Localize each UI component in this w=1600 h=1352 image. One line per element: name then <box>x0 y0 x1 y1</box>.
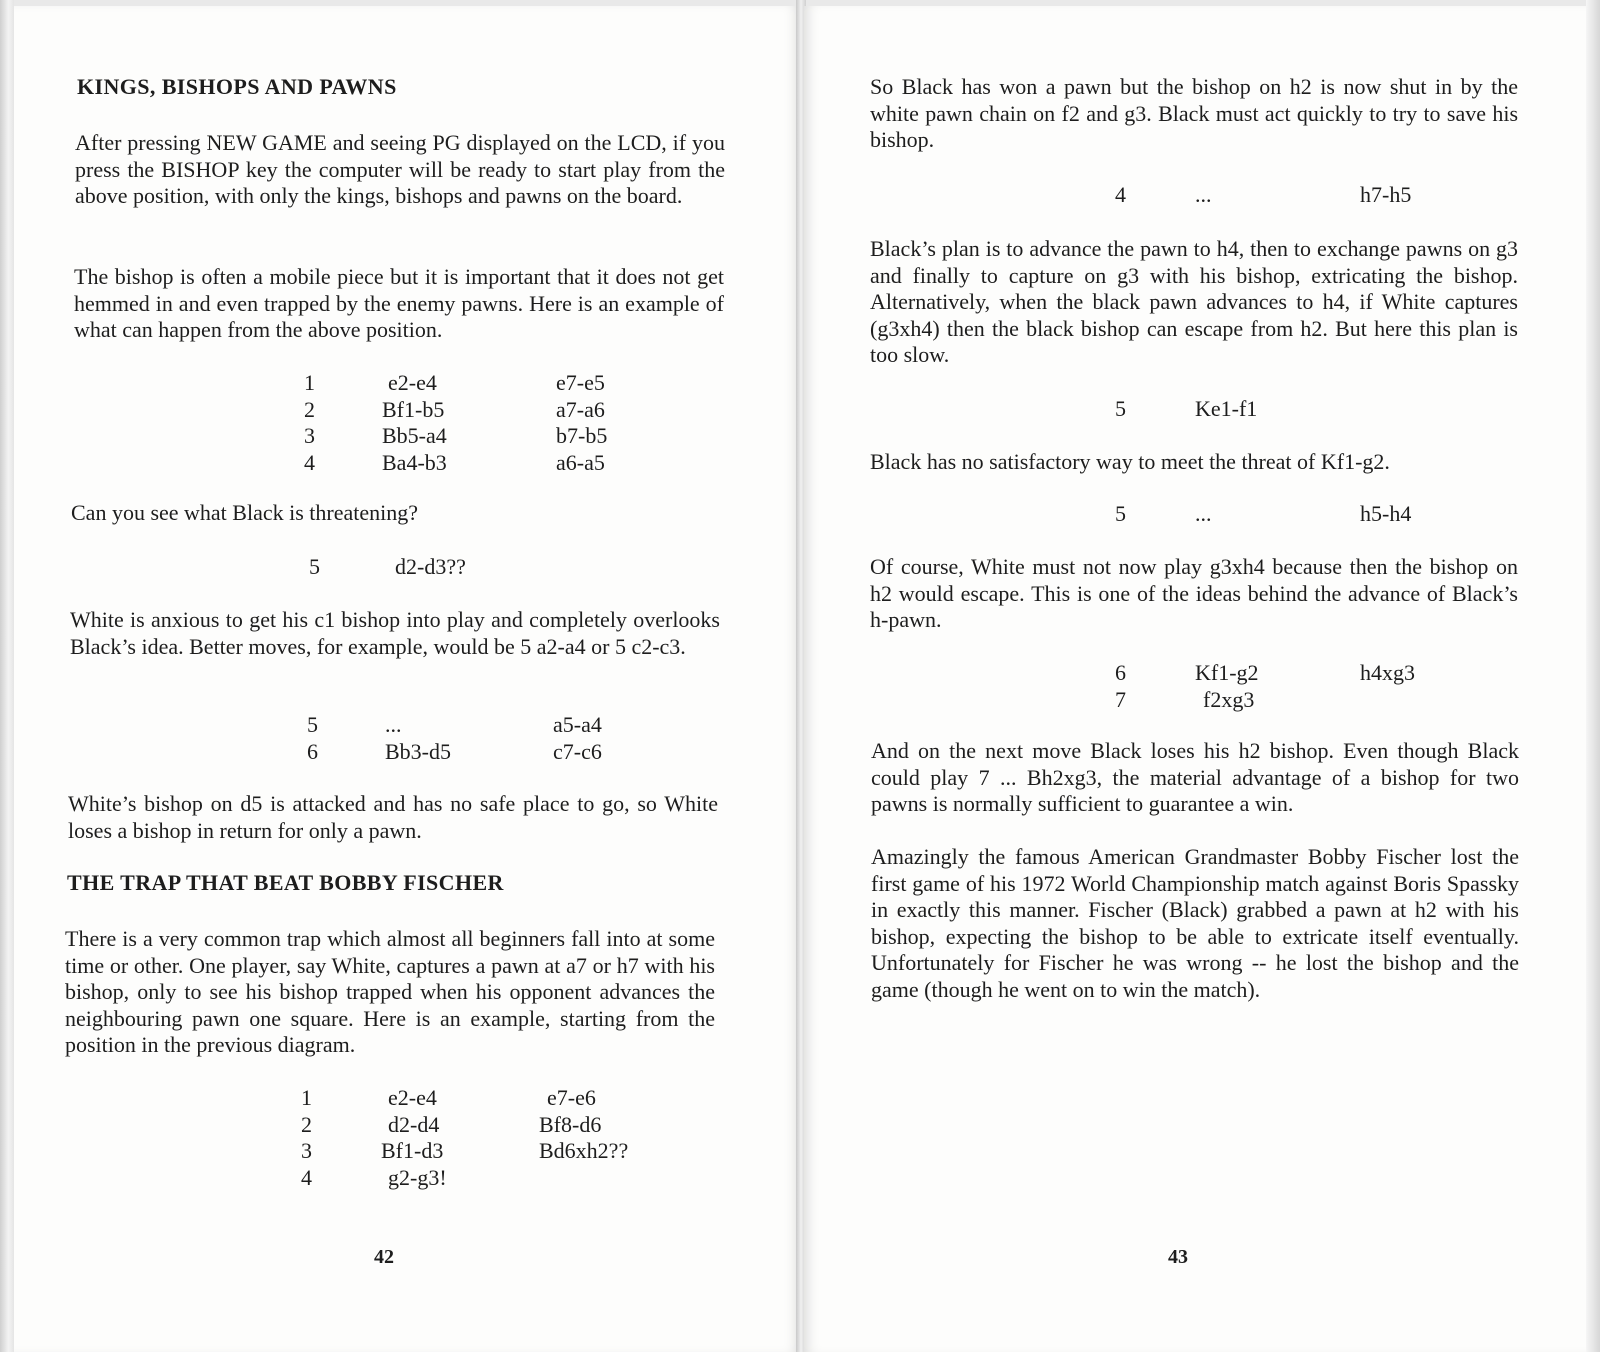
move-number: 5 <box>309 554 320 579</box>
move-number: 2 <box>304 396 315 422</box>
paragraph: The bishop is often a mobile piece but it is important that it does not get hemmed in and even trapped by the enemy pawns. Here is an example of what can happen from the above position. <box>74 264 724 342</box>
black-move: a6-a5 <box>556 449 605 475</box>
white-move: Bf1-d3 <box>381 1138 444 1163</box>
move-number: 1 <box>304 370 315 395</box>
move-row <box>301 1112 661 1139</box>
paragraph: After pressing NEW GAME and seeing PG displayed on the LCD, if you press the BISHOP key the computer will be ready to start play from the above position, with only the kings, bishops and pawns on the board. <box>75 130 725 208</box>
right-page <box>804 6 1586 1352</box>
black-move: h7-h5 <box>1360 182 1412 207</box>
paragraph: And on the next move Black loses his h2 bishop. Even though Black could play 7 ... Bh2xg3, the material advantage of a bishop for two pawns is normally sufficient to guarantee a win. <box>871 738 1519 816</box>
page-number: 42 <box>374 1246 394 1268</box>
black-move: a5-a4 <box>553 712 602 737</box>
move-row <box>309 554 609 581</box>
move-list <box>307 712 647 765</box>
move-list <box>1115 182 1435 209</box>
black-move: c7-c6 <box>553 738 602 764</box>
move-list <box>1115 660 1435 713</box>
move-number: 3 <box>304 423 315 448</box>
move-list <box>301 1085 661 1191</box>
move-number: 4 <box>301 1164 312 1190</box>
move-row <box>1115 660 1435 687</box>
move-row <box>304 397 644 424</box>
move-row <box>301 1085 661 1112</box>
paragraph: So Black has won a pawn but the bishop on h2 is now shut in by the white pawn chain on f2 and g3. Black must act quickly to try to save his bishop. <box>870 74 1518 152</box>
paragraph: There is a very common trap which almost all beginners fall into at some time or other. One player, say White, captures a pawn at a7 or h7 with his bishop, only to see his bishop trapped when his opponent advances the neighbouring pawn one square. Here is an example, starting from the position in the previous diagram. <box>65 926 715 1057</box>
black-move: Bd6xh2?? <box>539 1138 629 1163</box>
white-move: d2-d4 <box>388 1111 440 1137</box>
move-number: 6 <box>1115 660 1126 685</box>
move-number: 1 <box>301 1085 312 1110</box>
white-move: g2-g3! <box>388 1164 447 1190</box>
black-move: e7-e6 <box>547 1085 596 1110</box>
move-number: 2 <box>301 1111 312 1137</box>
move-number: 5 <box>1115 501 1126 526</box>
white-move: ... <box>385 712 402 737</box>
paragraph: White is anxious to get his c1 bishop into play and completely overlooks Black’s idea. Better moves, for example, would be 5 a2-a4 or 5 c2-c3. <box>70 607 720 659</box>
white-move: e2-e4 <box>388 370 437 395</box>
white-move: e2-e4 <box>388 1085 437 1110</box>
white-move: f2xg3 <box>1203 686 1255 712</box>
book-edge-left <box>0 0 14 1352</box>
white-move: Kf1-g2 <box>1195 660 1259 685</box>
paragraph: Black’s plan is to advance the pawn to h4, then to exchange pawns on g3 and finally to capture on g3 with his bishop, extricating the bishop. Alternatively, when the black pawn advances to h4, if White captures (g3xh4) then the black bishop can escape from h2. But here this plan is too slow. <box>870 236 1518 367</box>
white-move: d2-d3?? <box>395 554 466 579</box>
black-move: e7-e5 <box>556 370 605 395</box>
move-list <box>1115 396 1435 423</box>
section-heading-kings-bishops-pawns: KINGS, BISHOPS AND PAWNS <box>77 74 397 99</box>
move-row <box>1115 687 1435 714</box>
move-row <box>304 423 644 450</box>
move-row <box>301 1138 661 1165</box>
black-move: Bf8-d6 <box>539 1111 602 1137</box>
white-move: Bb5-a4 <box>382 423 447 448</box>
move-number: 5 <box>307 712 318 737</box>
move-number: 7 <box>1115 686 1126 712</box>
move-list <box>304 370 644 476</box>
move-number: 3 <box>301 1138 312 1163</box>
move-row <box>304 370 644 397</box>
move-number: 4 <box>304 449 315 475</box>
white-move: Bf1-b5 <box>382 396 445 422</box>
book-edge-right <box>1586 0 1600 1352</box>
black-move: a7-a6 <box>556 396 605 422</box>
white-move: Ke1-f1 <box>1195 396 1258 421</box>
paragraph: Of course, White must not now play g3xh4 because then the bishop on h2 would escape. This is one of the ideas behind the advance of Black’s h-pawn. <box>870 554 1518 632</box>
section-heading-trap-fischer: THE TRAP THAT BEAT BOBBY FISCHER <box>67 870 504 895</box>
move-number: 4 <box>1115 182 1126 207</box>
paragraph: Amazingly the famous American Grandmaster Bobby Fischer lost the first game of his 1972 World Championship match against Boris Spassky in exactly this manner. Fischer (Black) grabbed a pawn at h2 with his bishop, expecting the bishop to be able to extricate itself eventually. Unfortunately for Fischer he was wrong -- he lost the bishop and the game (though he went on to win the match). <box>871 844 1519 1002</box>
white-move: Ba4-b3 <box>382 449 447 475</box>
move-row <box>304 450 644 477</box>
move-row <box>307 739 647 766</box>
white-move: ... <box>1195 501 1212 526</box>
move-number: 5 <box>1115 396 1126 421</box>
paragraph: Can you see what Black is threatening? <box>71 500 419 525</box>
white-move: Bb3-d5 <box>385 738 451 764</box>
black-move: h5-h4 <box>1360 501 1412 526</box>
paragraph: Black has no satisfactory way to meet the threat of Kf1-g2. <box>870 449 1390 474</box>
move-list <box>309 554 609 581</box>
black-move: b7-b5 <box>556 423 608 448</box>
move-row <box>1115 396 1435 423</box>
move-row <box>301 1165 661 1192</box>
left-page <box>14 6 800 1352</box>
white-move: ... <box>1195 182 1212 207</box>
move-list <box>1115 501 1435 528</box>
move-row <box>1115 501 1435 528</box>
page-number: 43 <box>1168 1246 1188 1268</box>
move-number: 6 <box>307 738 318 764</box>
paragraph: White’s bishop on d5 is attacked and has no safe place to go, so White loses a bishop in return for only a pawn. <box>68 791 718 843</box>
move-row <box>1115 182 1435 209</box>
move-row <box>307 712 647 739</box>
black-move: h4xg3 <box>1360 660 1415 685</box>
